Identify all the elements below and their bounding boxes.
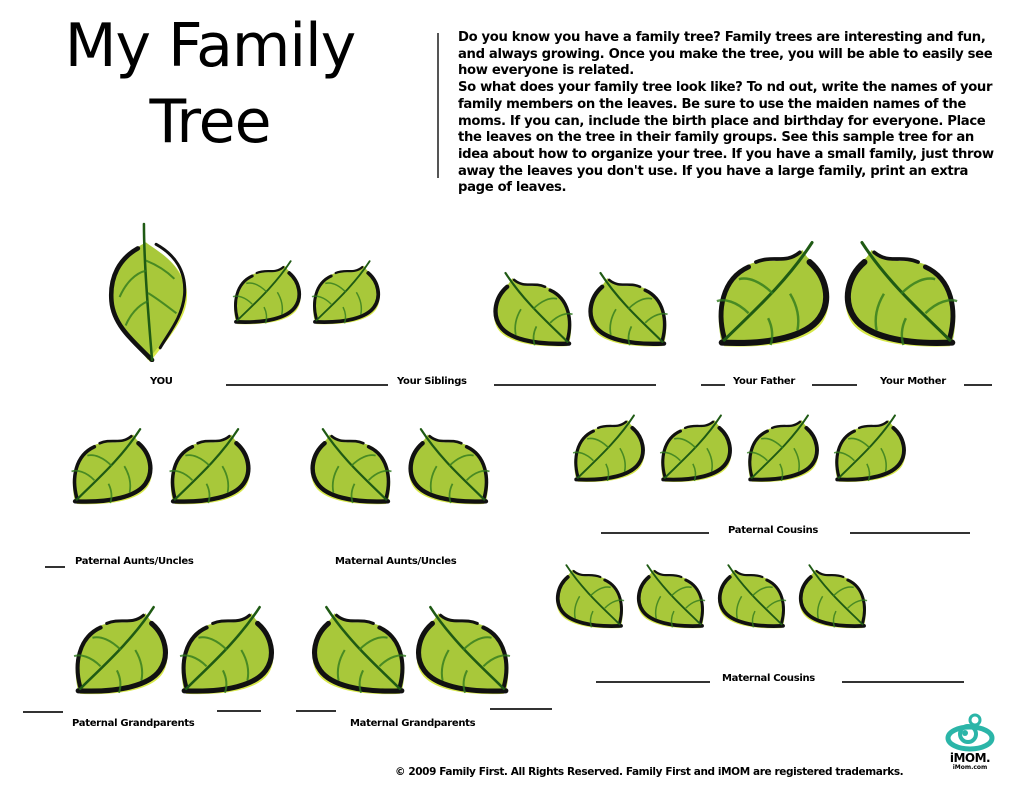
title-line-1: My Family bbox=[64, 11, 356, 81]
leaf-icon bbox=[744, 410, 822, 488]
write-line bbox=[596, 681, 710, 683]
write-line bbox=[601, 532, 709, 534]
leaf-icon bbox=[634, 560, 708, 634]
leaf-icon bbox=[715, 560, 789, 634]
leaf-maternal-cousin-1 bbox=[553, 560, 627, 634]
intro-text bbox=[458, 30, 998, 197]
leaf-sibling-2 bbox=[309, 258, 383, 328]
write-line bbox=[701, 384, 725, 386]
leaf-icon bbox=[104, 220, 192, 362]
leaf-icon bbox=[230, 258, 304, 328]
label-you: YOU bbox=[150, 376, 173, 387]
leaf-sibling-3 bbox=[490, 265, 576, 355]
leaf-icon bbox=[405, 423, 493, 511]
leaf-maternal-grandparent-1 bbox=[308, 596, 410, 706]
leaf-paternal-cousin-4 bbox=[831, 410, 909, 488]
label-paternal-cousins: Paternal Cousins bbox=[728, 525, 819, 536]
write-line bbox=[964, 384, 992, 386]
leaf-maternal-grandparent-2 bbox=[412, 596, 514, 706]
leaf-maternal-aunt-uncle-1 bbox=[307, 423, 395, 511]
leaf-sibling-1 bbox=[230, 258, 304, 328]
write-line bbox=[226, 384, 388, 386]
leaf-icon bbox=[309, 258, 383, 328]
leaf-icon bbox=[307, 423, 395, 511]
title-line-2: Tree bbox=[149, 87, 271, 157]
imom-logo bbox=[935, 712, 1005, 782]
leaf-icon bbox=[490, 265, 576, 355]
label-siblings: Your Siblings bbox=[397, 376, 467, 387]
leaf-icon bbox=[166, 423, 254, 511]
leaf-maternal-aunt-uncle-2 bbox=[405, 423, 493, 511]
leaf-paternal-aunt-uncle-2 bbox=[166, 423, 254, 511]
leaf-paternal-cousin-3 bbox=[744, 410, 822, 488]
label-maternal-cousins: Maternal Cousins bbox=[722, 673, 815, 684]
leaf-icon bbox=[712, 236, 834, 354]
label-mother: Your Mother bbox=[880, 376, 946, 387]
leaf-paternal-aunt-uncle-1 bbox=[68, 423, 156, 511]
write-line bbox=[812, 384, 857, 386]
leaf-icon bbox=[585, 265, 671, 355]
leaf-maternal-cousin-2 bbox=[634, 560, 708, 634]
leaf-icon bbox=[308, 596, 410, 706]
leaf-icon bbox=[553, 560, 627, 634]
label-father: Your Father bbox=[733, 376, 796, 387]
write-line bbox=[296, 710, 336, 712]
label-maternal-grandparents: Maternal Grandparents bbox=[350, 718, 476, 729]
leaf-father bbox=[712, 236, 834, 354]
leaf-paternal-grandparent-2 bbox=[176, 596, 278, 706]
write-line bbox=[45, 566, 65, 568]
imom-logo-url: iMom.com bbox=[952, 764, 988, 771]
header-divider bbox=[437, 33, 439, 178]
label-paternal-aunts-uncles: Paternal Aunts/Uncles bbox=[75, 556, 194, 567]
leaf-icon bbox=[657, 410, 735, 488]
leaf-icon bbox=[176, 596, 278, 706]
copyright-text: © 2009 Family First. All Rights Reserved. Family First and iMOM are registered trademarks. bbox=[395, 766, 904, 778]
leaf-icon bbox=[570, 410, 648, 488]
write-line bbox=[842, 681, 964, 683]
leaf-paternal-cousin-1 bbox=[570, 410, 648, 488]
write-line bbox=[23, 711, 63, 713]
leaf-mother bbox=[840, 236, 962, 354]
page-title bbox=[20, 8, 400, 160]
leaf-icon bbox=[412, 596, 514, 706]
leaf-paternal-cousin-2 bbox=[657, 410, 735, 488]
leaf-maternal-cousin-3 bbox=[715, 560, 789, 634]
leaf-icon bbox=[796, 560, 870, 634]
intro-paragraph-1: Do you know you have a family tree? Family trees are interesting and fun, and always growing. Once you make the tree, you will be able to easily see how everyone is related. bbox=[458, 30, 993, 79]
leaf-icon bbox=[840, 236, 962, 354]
write-line bbox=[490, 708, 552, 710]
intro-paragraph-2: So what does your family tree look like? To nd out, write the names of your family members on the leaves. Be sure to use the maiden names of the moms. If you can, include the birth place and birthday for everyone. Place the leaves on the tree in their family groups. See this sample tree for an idea about how to organize your tree. If you have a small family, just throw away the leaves you don't use. If you have a large family, print an extra page of leaves. bbox=[458, 80, 994, 196]
leaf-maternal-cousin-4 bbox=[796, 560, 870, 634]
write-line bbox=[217, 710, 261, 712]
write-line bbox=[850, 532, 970, 534]
label-paternal-grandparents: Paternal Grandparents bbox=[72, 718, 195, 729]
leaf-sibling-4 bbox=[585, 265, 671, 355]
leaf-you bbox=[104, 220, 192, 362]
imom-logo-icon bbox=[944, 712, 996, 752]
leaf-icon bbox=[68, 423, 156, 511]
leaf-icon bbox=[831, 410, 909, 488]
leaf-paternal-grandparent-1 bbox=[70, 596, 172, 706]
label-maternal-aunts-uncles: Maternal Aunts/Uncles bbox=[335, 556, 457, 567]
imom-logo-name: iMOM. bbox=[949, 751, 991, 765]
write-line bbox=[494, 384, 656, 386]
leaf-icon bbox=[70, 596, 172, 706]
